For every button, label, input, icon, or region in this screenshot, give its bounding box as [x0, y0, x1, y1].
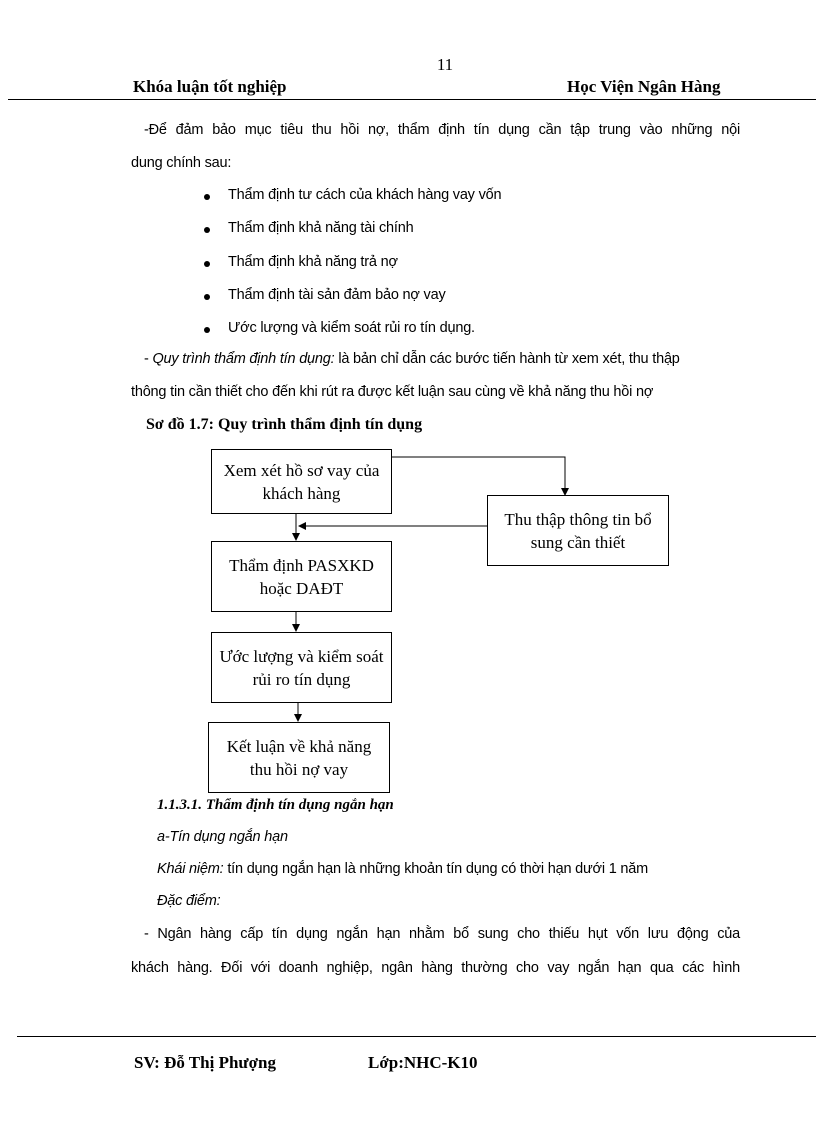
page-number: 11 [436, 55, 454, 74]
features-para-line-1: - Ngân hàng cấp tín dụng ngắn hạn nhằm bổ sung cho thiếu hụt vốn lưu động của [144, 926, 740, 942]
flow-box-appraise-plan: Thẩm định PASXKD hoặc DAĐT [211, 541, 392, 612]
footer-student: SV: Đỗ Thị Phượng [134, 1053, 276, 1072]
section-heading: 1.1.3.1. Thẩm định tín dụng ngắn hạn [157, 797, 394, 813]
process-definition-line-2: thông tin cần thiết cho đến khi rút ra được kết luận sau cùng về khả năng thu hồi nợ [131, 384, 654, 400]
process-rest: là bản chỉ dẫn các bước tiến hành từ xem xét, thu thập [334, 351, 680, 367]
header-thesis-title: Khóa luận tốt nghiệp [133, 77, 287, 96]
concept-text: tín dụng ngắn hạn là những khoản tín dụng có thời hạn dưới 1 năm [223, 861, 649, 877]
flow-box-collect-info: Thu thập thông tin bổ sung cần thiết [487, 495, 669, 566]
footer-divider [17, 1036, 816, 1037]
flow-box-conclusion: Kết luận về khả năng thu hồi nợ vay [208, 722, 390, 793]
bullet-item: Thẩm định tài sản đảm bảo nợ vay [228, 287, 446, 303]
bullet-item: Ước lượng và kiểm soát rủi ro tín dụng. [228, 320, 475, 336]
features-para-line-2: khách hàng. Đối với doanh nghiệp, ngân hàng thường cho vay ngắn hạn qua các hình [131, 960, 740, 976]
intro-line-1: -Để đảm bảo mục tiêu thu hồi nợ, thẩm định tín dụng cần tập trung vào những nội [144, 122, 740, 138]
flow-box-estimate-risk: Ước lượng và kiểm soát rủi ro tín dụng [211, 632, 392, 703]
bullet-item: Thẩm định khả năng trả nợ [228, 254, 398, 270]
header-institution: Học Viện Ngân Hàng [567, 77, 721, 96]
bullet-item: Thẩm định khả năng tài chính [228, 220, 414, 236]
process-term: Quy trình thẩm định tín dụng: [152, 351, 335, 367]
intro-line-2: dung chính sau: [131, 155, 232, 171]
features-label: Đặc điểm: [157, 893, 221, 909]
arrow-review-to-collect [392, 457, 565, 495]
process-prefix: - [144, 351, 153, 367]
flow-box-review-application: Xem xét hồ sơ vay của khách hàng [211, 449, 392, 514]
concept-line [157, 861, 648, 877]
diagram-caption: Sơ đồ 1.7: Quy trình thẩm định tín dụng [146, 416, 423, 433]
bullet-item: Thẩm định tư cách của khách hàng vay vốn [228, 187, 502, 203]
footer-class: Lớp:NHC-K10 [368, 1053, 478, 1072]
concept-label: Khái niệm: [157, 861, 224, 877]
subsection-a: a-Tín dụng ngắn hạn [157, 829, 288, 845]
